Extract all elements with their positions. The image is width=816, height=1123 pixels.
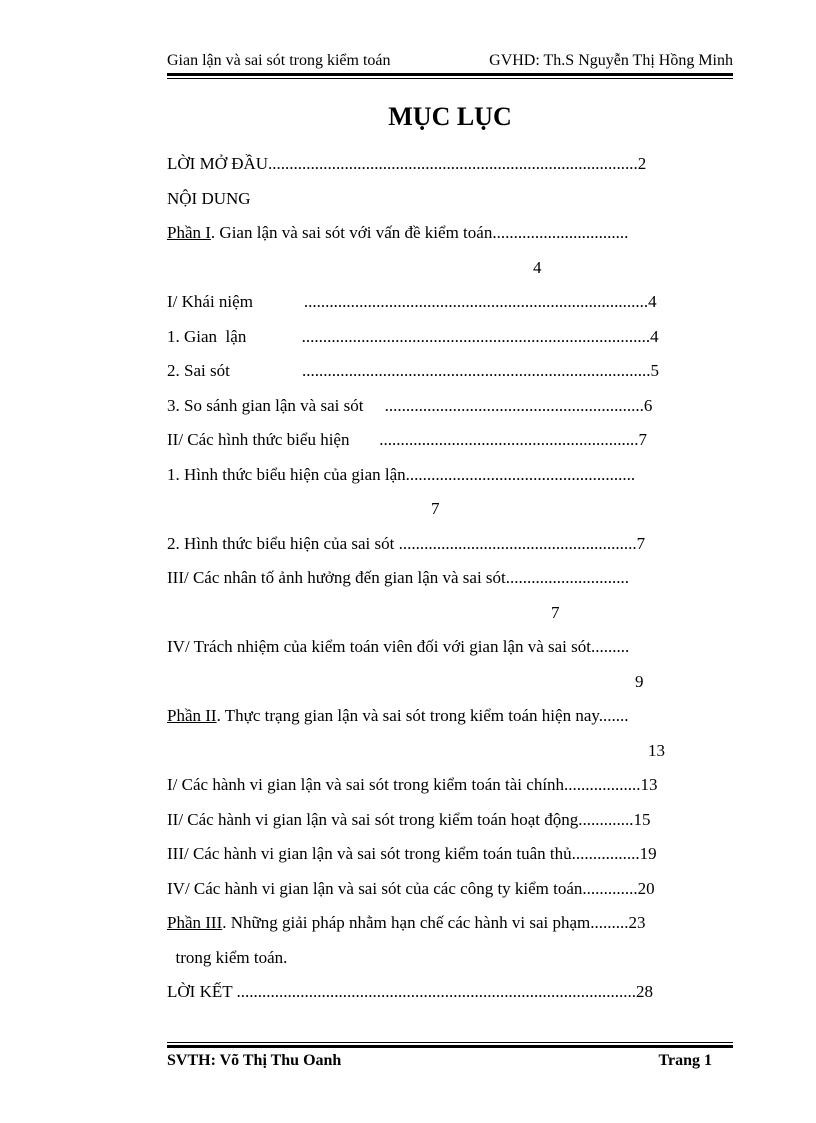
toc-entry-text: I/ Khái niệm .................................................................................4	[167, 292, 657, 311]
toc-entry-text: NỘI DUNG	[167, 188, 251, 208]
toc-entry-text: . Gian lận và sai sót với vấn đề kiểm toán................................	[210, 223, 629, 242]
toc-entry-text: LỜI MỞ ĐẦU.......................................................................................2	[167, 154, 647, 173]
toc-entry-text: 2. Hình thức biểu hiện của sai sót ........................................................7	[167, 533, 646, 553]
toc-row[interactable]	[167, 392, 717, 427]
toc-entry-text: 1. Gian lận ..................................................................................4	[167, 326, 659, 346]
toc-entry-text: III/ Các nhân tố ảnh hưởng đến gian lận và sai sót.............................	[167, 568, 630, 587]
toc-row[interactable]	[167, 806, 717, 841]
toc-page-row	[167, 737, 717, 772]
header-rule-thick	[167, 73, 733, 76]
toc-page-number: 7	[551, 602, 560, 622]
toc-part-label: Phần III	[167, 913, 223, 932]
toc-entry-text: 2. Sai sót ..................................................................................5	[167, 361, 660, 380]
toc-row[interactable]	[167, 219, 717, 254]
toc-page-row	[167, 668, 717, 703]
toc-row[interactable]	[167, 978, 717, 1013]
toc-row[interactable]	[167, 150, 717, 185]
toc-page-number: 13	[648, 740, 665, 760]
table-of-contents	[167, 150, 717, 1013]
toc-page-number: 7	[431, 499, 440, 518]
toc-entry-text: I/ Các hành vi gian lận và sai sót trong kiểm toán tài chính..................13	[167, 775, 658, 794]
toc-entry-text: . Thực trạng gian lận và sai sót trong kiểm toán hiện nay.......	[216, 706, 629, 725]
toc-part-label: Phần II	[167, 706, 217, 725]
header-right-text: GVHD: Th.S Nguyễn Thị Hồng Minh	[489, 52, 733, 69]
toc-row[interactable]	[167, 185, 717, 220]
page-title: MỤC LỤC	[388, 102, 512, 131]
toc-row[interactable]	[167, 633, 717, 668]
toc-entry-text: IV/ Trách nhiệm của kiểm toán viên đối với gian lận và sai sót.........	[167, 637, 630, 656]
toc-entry-text: II/ Các hình thức biểu hiện .............................................................7	[167, 430, 647, 449]
toc-entry-text: IV/ Các hành vi gian lận và sai sót của các công ty kiểm toán.............20	[167, 878, 655, 898]
toc-row[interactable]	[167, 944, 717, 979]
toc-row[interactable]	[167, 840, 717, 875]
header-rule-thin	[167, 78, 733, 79]
footer-rule	[167, 1042, 733, 1050]
toc-entry-text: . Những giải pháp nhằm hạn chế các hành vi sai phạm.........23	[222, 913, 646, 932]
toc-entry-text: trong kiểm toán.	[167, 947, 288, 967]
toc-row[interactable]	[167, 323, 717, 358]
header-rule	[167, 73, 733, 81]
toc-row[interactable]	[167, 564, 717, 599]
toc-part-label: Phần I	[167, 223, 211, 242]
toc-page-number: 9	[635, 671, 644, 691]
footer-page-number: Trang 1	[658, 1052, 712, 1069]
footer-rule-thick	[167, 1045, 733, 1048]
footer-author: SVTH: Võ Thị Thu Oanh	[167, 1052, 342, 1069]
toc-entry-text: III/ Các hành vi gian lận và sai sót trong kiểm toán tuân thủ................19	[167, 844, 657, 863]
toc-row[interactable]	[167, 909, 717, 944]
toc-page-row	[167, 599, 717, 634]
toc-row[interactable]	[167, 461, 717, 496]
toc-row[interactable]	[167, 771, 717, 806]
toc-entry-text: 1. Hình thức biểu hiện của gian lận......................................................	[167, 464, 636, 484]
toc-entry-text: 3. So sánh gian lận và sai sót .............................................................6	[167, 395, 653, 415]
page-header	[167, 52, 733, 72]
toc-row[interactable]	[167, 702, 717, 737]
toc-page-row	[167, 495, 717, 530]
toc-entry-text: II/ Các hành vi gian lận và sai sót trong kiểm toán hoạt động.............15	[167, 809, 651, 829]
toc-row[interactable]	[167, 288, 717, 323]
toc-row[interactable]	[167, 530, 717, 565]
toc-row[interactable]	[167, 426, 717, 461]
header-left-text: Gian lận và sai sót trong kiểm toán	[167, 52, 391, 69]
toc-entry-text: LỜI KẾT ..............................................................................................28	[167, 982, 654, 1001]
toc-row[interactable]	[167, 875, 717, 910]
toc-row[interactable]	[167, 357, 717, 392]
footer-rule-thin	[167, 1042, 733, 1043]
toc-page-row	[167, 254, 717, 289]
toc-page-number: 4	[533, 257, 542, 277]
